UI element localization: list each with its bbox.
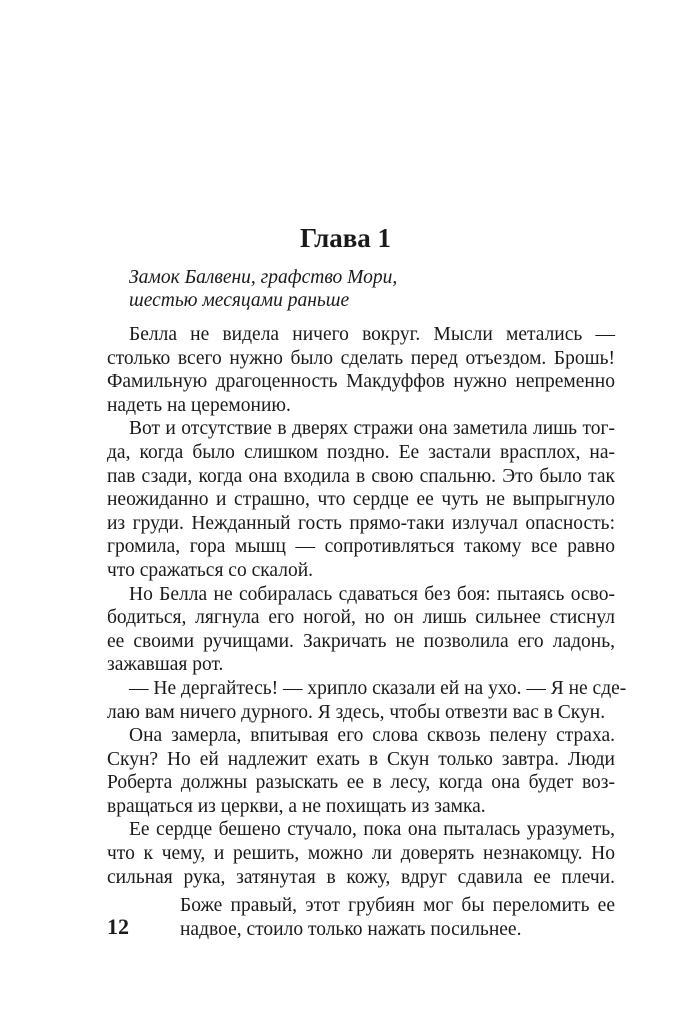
text-line: пав сзади, когда она входила в свою спальню. Это было так (107, 465, 615, 487)
text-line: столько всего нужно было сделать перед отъездом. Брошь! (107, 347, 615, 369)
text-line: да, когда было слишком поздно. Ее застали врасплох, на- (107, 441, 615, 463)
page-number: 12 (107, 914, 129, 939)
chapter-title: Глава 1 (299, 223, 392, 253)
chapter-subtitle (129, 266, 629, 312)
text-line: лаю вам ничего дурного. Я здесь, чтобы отвезти вас в Скун. (107, 701, 606, 723)
text-line: Вот и отсутствие в дверях стражи она заметила лишь тог- (129, 418, 615, 440)
text-line: неожиданно и страшно, что сердце ее чуть не выпрыгнуло (107, 489, 615, 511)
subtitle-line: шестью месяцами раньше (129, 290, 350, 311)
text-line: Но Белла не собиралась сдаваться без боя: пытаясь осво- (129, 583, 615, 605)
text-line: Боже правый, этот грубиян мог бы переломить ее (180, 895, 615, 916)
subtitle-line: Замок Балвени, графство Мори, (129, 267, 398, 288)
text-line: Скун? Но ей надлежит ехать в Скун только завтра. Люди (107, 748, 615, 770)
paragraph (107, 677, 627, 724)
text-line: надеть на церемонию. (107, 394, 291, 416)
text-line: бодиться, лягнула его ногой, но он лишь сильнее стиснул (107, 607, 615, 629)
text-line: громила, гора мышц — сопротивляться такому все равно (107, 536, 615, 558)
text-line: сильная рука, затянутая в кожу, вдруг сдавила ее плечи. (107, 866, 615, 888)
text-line: что сражаться со скалой. (107, 559, 314, 581)
text-line: Белла не видела ничего вокруг. Мысли метались — (129, 324, 615, 345)
paragraph (107, 724, 615, 818)
text-line: — Не дергайтесь! — хрипло сказали ей на ухо. — Я не сде- (129, 677, 627, 699)
text-line: из груди. Нежданный гость прямо-таки излучал опасность: (107, 512, 615, 534)
paragraph-continuation (180, 893, 615, 940)
text-line: Роберта должны разыскать ее в лесу, когда она будет воз- (107, 772, 615, 794)
text-line: что к чему, и решить, можно ли доверять незнакомцу. Но (107, 843, 615, 865)
text-line: вращаться из церкви, а не похищать из замка. (107, 795, 486, 817)
paragraph (107, 583, 615, 677)
paragraph (107, 417, 615, 582)
text-line: Фамильную драгоценность Макдуффов нужно непременно (107, 371, 615, 393)
text-line: ее своими ручищами. Закричать не позволила его ладонь, (107, 630, 615, 652)
text-line: зажавшая рот. (107, 654, 224, 676)
body-text (107, 323, 627, 889)
text-line: Она замерла, впитывая его слова сквозь пелену страха. (129, 725, 615, 747)
text-line: Ее сердце бешено стучало, пока она пыталась уразуметь, (129, 819, 615, 841)
text-line: надвое, стоило только нажать посильнее. (180, 918, 522, 940)
paragraph (107, 818, 615, 889)
paragraph (107, 323, 615, 417)
